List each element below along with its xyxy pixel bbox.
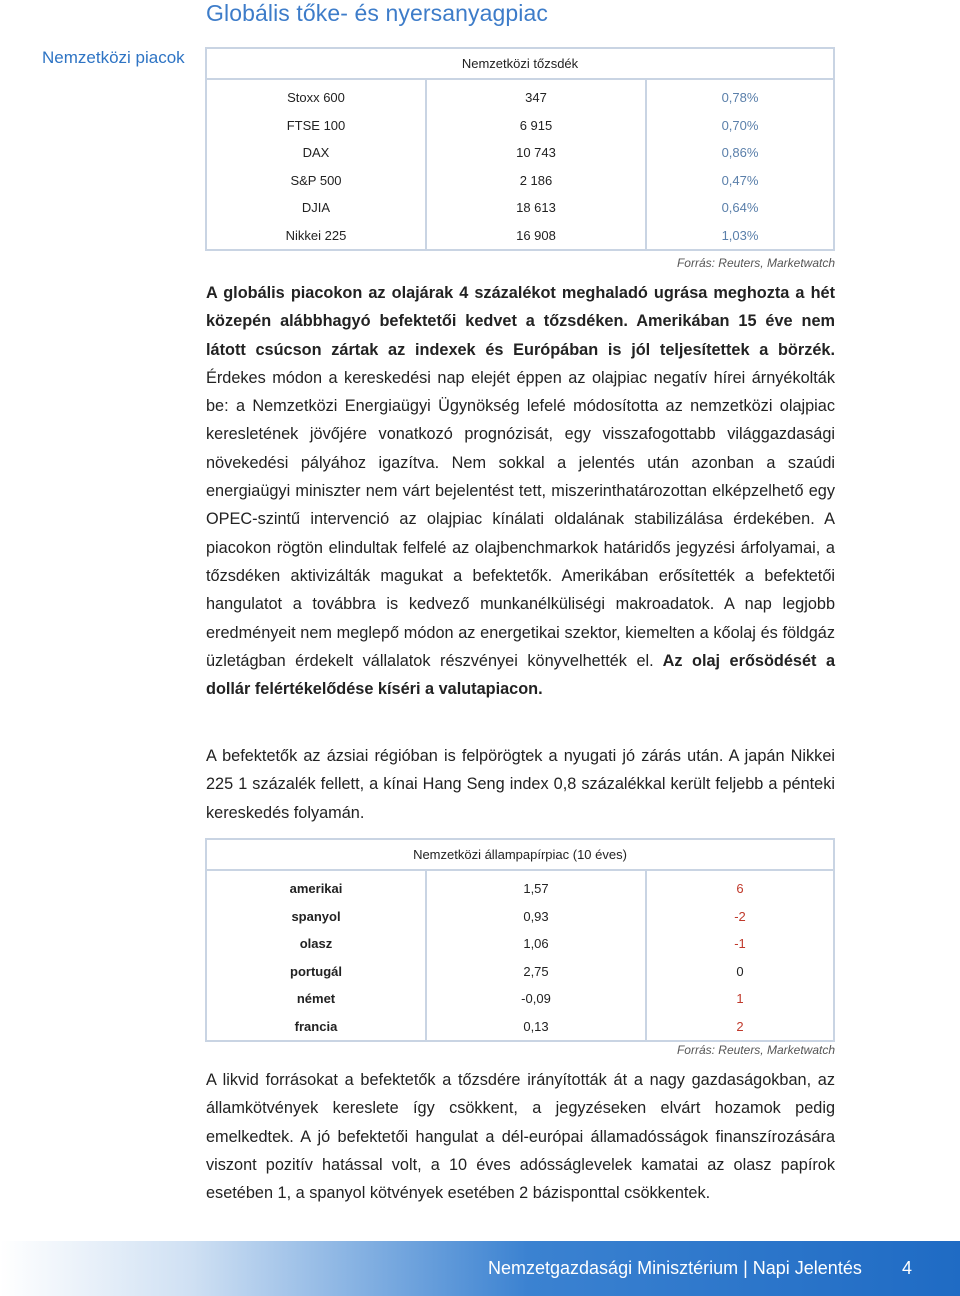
bond-paragraph: A likvid forrásokat a befektetők a tőzsdére irányították át a nagy gazdaságokban, az államkötvények kereslete így csökkent, a jegyzéseken elvárt hozamok pedig emelkedtek. A jó befektetői hangulat a dél-európai államadósságok finanszírozására viszont pozitív hatással volt, a 10 éves adósságlevelek kamatai az olasz papírok esetében 1, a spanyol kötvények esetében 2 bázisponttal csökkentek. (206, 1071, 835, 1203)
bond-table-value-cell: 0,13 (426, 1013, 646, 1042)
stock-table-name-cell: FTSE 100 (206, 112, 426, 140)
stock-table-row (206, 194, 834, 222)
stock-table-name-cell: DJIA (206, 194, 426, 222)
stock-table-value-cell: 2 186 (426, 167, 646, 195)
page-title: Globális tőke- és nyersanyagpiac (206, 0, 548, 26)
bond-table-source: Forrás: Reuters, Marketwatch (676, 1043, 835, 1057)
bond-table-name-cell: portugál (206, 958, 426, 986)
bond-table-value-cell: -0,09 (426, 985, 646, 1013)
bond-table-change-cell: 2 (646, 1013, 834, 1042)
stock-table-row (206, 112, 834, 140)
stock-table-change-cell: 0,86% (646, 139, 834, 167)
bond-table-name-cell: amerikai (206, 870, 426, 903)
bond-table-change-cell: 1 (646, 985, 834, 1013)
stock-table-value-cell: 10 743 (426, 139, 646, 167)
bond-table-row (206, 930, 834, 958)
stock-table-value-cell: 347 (426, 79, 646, 112)
stock-table-change-cell: 0,78% (646, 79, 834, 112)
bond-table-title: Nemzetközi állampapírpiac (10 éves) (206, 839, 834, 870)
stock-table-value-cell: 18 613 (426, 194, 646, 222)
bond-table-value-cell: 1,06 (426, 930, 646, 958)
page-number: 4 (902, 1258, 913, 1278)
bond-table-row (206, 1013, 834, 1042)
stock-table-name-cell: DAX (206, 139, 426, 167)
bond-table-value-cell: 2,75 (426, 958, 646, 986)
stock-table-value-cell: 16 908 (426, 222, 646, 251)
footer-text: Nemzetgazdasági Minisztérium | Napi Jelentés (488, 1258, 862, 1278)
bond-table-change-cell: 0 (646, 958, 834, 986)
bond-table-value-cell: 1,57 (426, 870, 646, 903)
section-label: Nemzetközi piacok (42, 48, 185, 67)
bond-table-row (206, 870, 834, 903)
asia-paragraph: A befektetők az ázsiai régióban is felpörögtek a nyugati jó zárás után. A japán Nikkei 225 1 százalék fellett, a kínai Hang Seng index 0,8 százalékkal került feljebb a pénteki kereskedés folyamán. (206, 747, 835, 822)
stock-table-change-cell: 0,47% (646, 167, 834, 195)
stock-table-change-cell: 0,70% (646, 112, 834, 140)
bond-table-name-cell: olasz (206, 930, 426, 958)
bond-table-row (206, 985, 834, 1013)
market-summary-tail: Az olaj erősödését a dollár felértékelődése kíséri a valutapiacon. (206, 651, 836, 699)
stock-table-title: Nemzetközi tőzsdék (206, 48, 834, 79)
stock-table-name-cell: S&P 500 (206, 167, 426, 195)
stock-table-name-cell: Nikkei 225 (206, 222, 426, 251)
market-summary-body: Érdekes módon a kereskedési nap elejét éppen az olajpiac negatív hírei árnyékolták be: a Nemzetközi Energiaügyi Ügynökség lefelé módosította az nemzetközi olajpiac keresletének jövőjére vonatkozó prognózisát, egy visszafogottabb világgazdasági növekedési pályához igazítva. Nem sokkal a jelentés után azonban a szaúdi energiaügyi miniszter nem várt bejelentést tett, miszerinthatározottan elképzelhető egy OPEC-szintű intervenció az olajpiac kínálati oldalának stabilizálása érdekében. A piacokon rögtön elindultak felfelé az olajbenchmarkok határidős jegyzési árfolyamai, a tőzsdéken aktivizálták magukat a befektetők. Amerikában erősítették a befektetői hangulatot a továbbra is kedvező munkanélküliségi makroadatok. A nap legjobb eredményeit nem meglepő módon az energetikai szektor, kiemelten a kőolaj és földgáz üzletágban érdekelt vállalatok részvényei könyvelhették el. (206, 368, 835, 670)
bond-market-table (205, 838, 835, 1042)
market-summary-paragraph (206, 279, 835, 703)
stock-table-row (206, 79, 834, 112)
bond-table-name-cell: francia (206, 1013, 426, 1042)
stock-table-change-cell: 0,64% (646, 194, 834, 222)
stock-table-change-cell: 1,03% (646, 222, 834, 251)
stock-table-row (206, 167, 834, 195)
stock-table-source: Forrás: Reuters, Marketwatch (676, 256, 835, 270)
bond-table-value-cell: 0,93 (426, 903, 646, 931)
market-summary-lead: A globális piacokon az olajárak 4 százalékot meghaladó ugrása meghozta a hét közepén alábbhagyó befektetői kedvet a tőzsdéken. Amerikában 15 éve nem látott csúcson zártak az indexek és Európában is jól teljesítettek a börzék. (206, 284, 835, 359)
stock-exchange-table (205, 47, 835, 251)
bond-table-name-cell: német (206, 985, 426, 1013)
bond-table-change-cell: 6 (646, 870, 834, 903)
bond-table-name-cell: spanyol (206, 903, 426, 931)
bond-table-row (206, 903, 834, 931)
bond-table-change-cell: -1 (646, 930, 834, 958)
stock-table-value-cell: 6 915 (426, 112, 646, 140)
bond-table-change-cell: -2 (646, 903, 834, 931)
bond-table-row (206, 958, 834, 986)
stock-table-row (206, 139, 834, 167)
stock-table-name-cell: Stoxx 600 (206, 79, 426, 112)
stock-table-row (206, 222, 834, 251)
